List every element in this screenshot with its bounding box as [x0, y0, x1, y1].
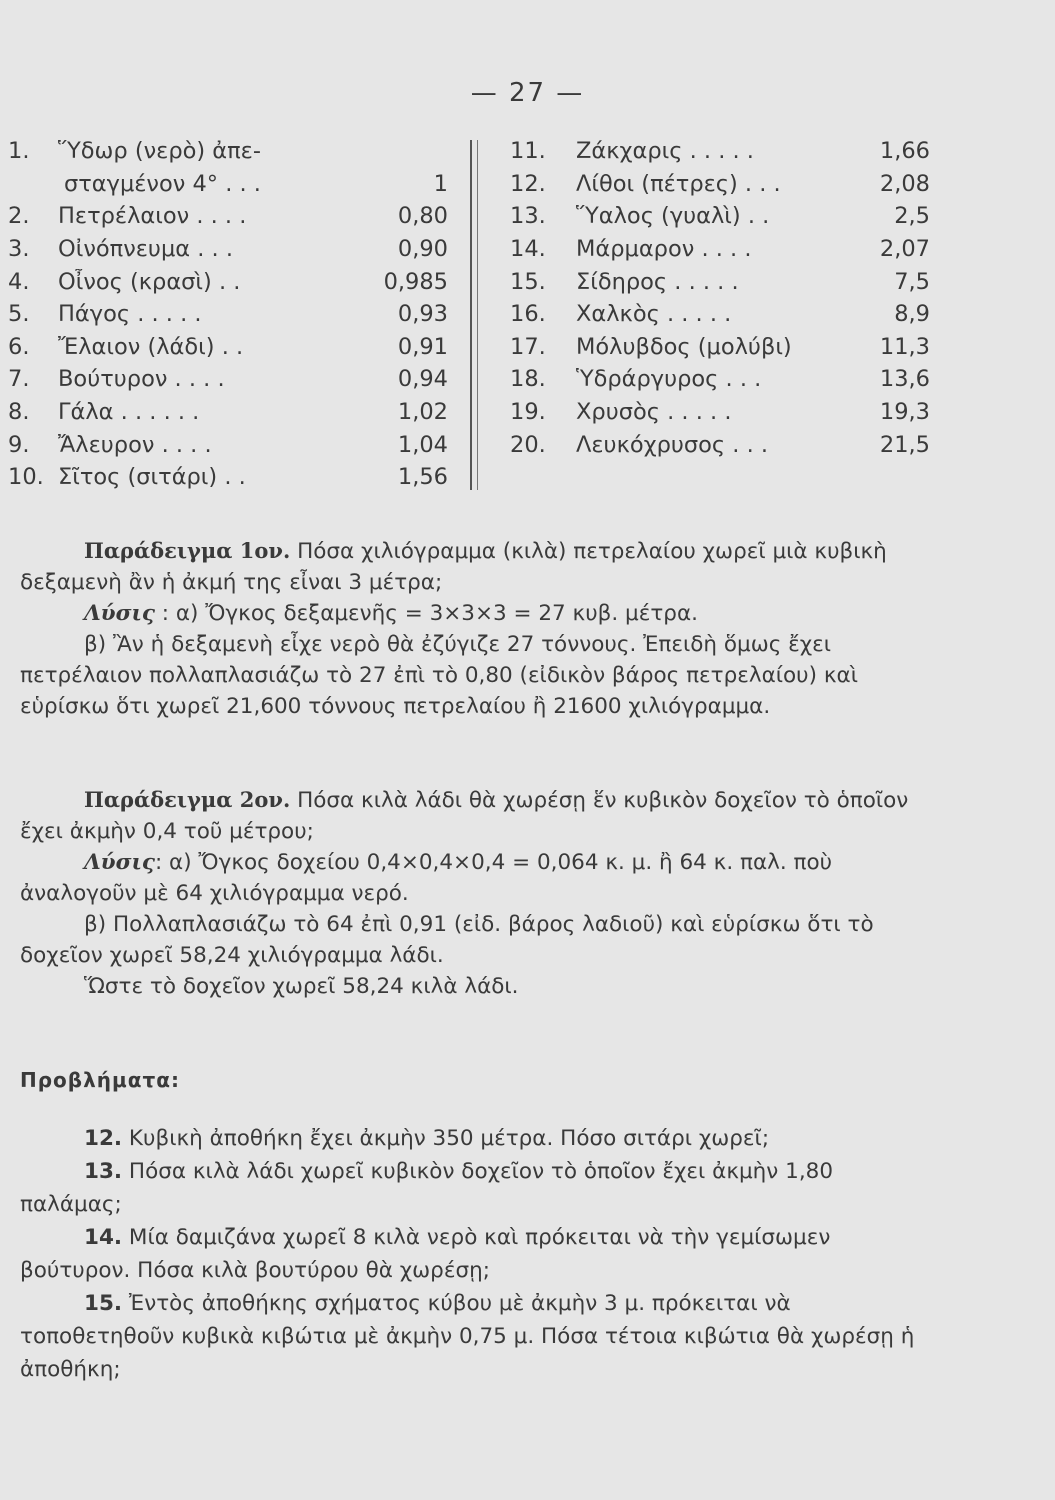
row-number: 14.	[510, 236, 546, 263]
density-value: 21,5	[879, 431, 930, 458]
substance-name: Ἔλαιον (λάδι) . .	[58, 333, 244, 360]
problem-text: Πόσα κιλὰ λάδι χωρεῖ κυβικὸν δοχεῖον τὸ ὁποῖον ἔχει ἀκμὴν 1,80 παλάμας;	[20, 1159, 834, 1217]
table-row	[8, 168, 448, 201]
example-2	[20, 784, 925, 1002]
density-value: 7,5	[894, 268, 930, 295]
table-row	[510, 298, 930, 331]
substance-name: Ὑδράργυρος . . .	[576, 366, 762, 393]
problem-number: 14.	[84, 1225, 123, 1250]
row-number: 8.	[8, 399, 30, 426]
problem-text: Κυβικὴ ἀποθήκη ἔχει ἀκμὴν 350 μέτρα. Πόσο σιτάρι χωρεῖ;	[122, 1126, 770, 1151]
density-value: 0,91	[397, 333, 448, 360]
problem-item	[20, 1155, 925, 1221]
density-value: 1,66	[879, 138, 930, 165]
row-number: 7.	[8, 366, 30, 393]
example-1-heading: Παράδειγμα 1ον.	[84, 538, 291, 563]
substance-name: Σῖτος (σιτάρι) . .	[58, 464, 246, 491]
solution-label: Λύσις	[84, 601, 155, 626]
example-2-conclusion: Ὥστε τὸ δοχεῖον χωρεῖ 58,24 κιλὰ λάδι.	[84, 974, 519, 999]
density-value: 0,80	[397, 203, 448, 230]
density-value: 0,93	[397, 301, 448, 328]
table-row	[510, 428, 930, 461]
table-row	[510, 396, 930, 429]
row-number: 2.	[8, 203, 30, 230]
substance-name: Ζάκχαρις . . . . .	[576, 138, 754, 165]
table-row	[510, 233, 930, 266]
density-value: 2,08	[879, 170, 930, 197]
table-row	[510, 331, 930, 364]
substance-name: Ἄλευρον . . . .	[58, 431, 212, 458]
problems-list	[20, 1122, 925, 1386]
substance-name: Βούτυρον . . . .	[58, 366, 225, 393]
table-row	[8, 135, 448, 168]
example-2-step-a	[20, 847, 925, 909]
problem-number: 13.	[84, 1159, 123, 1184]
substance-name: Χρυσὸς . . . . .	[576, 399, 732, 426]
row-number: 5.	[8, 301, 30, 328]
problem-text: Μία δαμιζάνα χωρεῖ 8 κιλὰ νερὸ καὶ πρόκειται νὰ τὴν γεμίσωμεν βούτυρον. Πόσα κιλὰ βουτύρου θὰ χωρέσῃ;	[20, 1225, 831, 1283]
row-number: 18.	[510, 366, 546, 393]
row-number: 3.	[8, 236, 30, 263]
example-1-step-a	[20, 598, 925, 629]
row-number: 17.	[510, 333, 546, 360]
substance-name: Πάγος . . . . .	[58, 301, 202, 328]
row-number: 1.	[8, 138, 30, 165]
density-value: 1,04	[397, 431, 448, 458]
substance-name: σταγμένον 4° . . .	[64, 170, 261, 197]
density-value: 8,9	[894, 301, 930, 328]
table-row	[8, 265, 448, 298]
row-number: 10.	[8, 464, 44, 491]
column-divider	[470, 140, 472, 490]
substance-name: Μάρμαρον . . . .	[576, 236, 752, 263]
substance-name: Ὕαλος (γυαλὶ) . .	[576, 203, 770, 230]
substance-name: Οἶνος (κρασὶ) . .	[58, 268, 241, 295]
density-value: 2,5	[894, 203, 930, 230]
problem-item	[20, 1122, 925, 1155]
substance-name: Σίδηρος . . . . .	[576, 268, 739, 295]
row-number: 6.	[8, 333, 30, 360]
problems-heading: Προβλήματα:	[20, 1068, 180, 1092]
row-number: 9.	[8, 431, 30, 458]
density-value: 0,90	[397, 236, 448, 263]
row-number: 4.	[8, 268, 30, 295]
column-divider	[477, 140, 478, 490]
density-value: 0,985	[383, 268, 448, 295]
example-1-question-text: Πόσα χιλιόγραμμα (κιλὰ) πετρελαίου χωρεῖ μιὰ κυβικὴ δεξαμενὴ ἂν ἡ ἀκμή της εἶναι 3 μέτρα;	[20, 539, 887, 595]
problem-number: 12.	[84, 1126, 123, 1151]
table-row	[510, 168, 930, 201]
row-number: 20.	[510, 431, 546, 458]
table-row	[8, 233, 448, 266]
example-2-step-b: β) Πολλαπλασιάζω τὸ 64 ἐπὶ 0,91 (εἰδ. βάρος λαδιοῦ) καὶ εὑρίσκω ὅτι τὸ δοχεῖον χωρεῖ 58,24 χιλιόγραμμα λάδι.	[20, 912, 874, 968]
example-1	[20, 535, 925, 722]
substance-name: Λευκόχρυσος . . .	[576, 431, 769, 458]
density-value: 1	[433, 170, 448, 197]
substance-name: Λίθοι (πέτρες) . . .	[576, 170, 781, 197]
table-row	[8, 200, 448, 233]
problem-item	[20, 1287, 925, 1386]
solution-label: Λύσις	[84, 850, 155, 875]
row-number: 12.	[510, 170, 546, 197]
density-value: 11,3	[879, 333, 930, 360]
substance-name: Χαλκὸς . . . . .	[576, 301, 732, 328]
problem-number: 15.	[84, 1291, 123, 1316]
table-row	[8, 396, 448, 429]
example-2-question	[20, 784, 925, 847]
substance-name: Ὕδωρ (νερὸ) ἀπε-	[58, 138, 261, 165]
density-value: 1,56	[397, 464, 448, 491]
problem-item	[20, 1221, 925, 1287]
table-row	[8, 428, 448, 461]
step-a-text: : α) Ὄγκος δεξαμενῆς = 3×3×3 = 27 κυβ. μέτρα.	[154, 601, 698, 626]
density-value: 13,6	[879, 366, 930, 393]
density-value: 1,02	[397, 399, 448, 426]
substance-name: Γάλα . . . . . .	[58, 399, 200, 426]
substance-name: Μόλυβδος (μολύβι)	[576, 333, 792, 360]
example-2-heading: Παράδειγμα 2ον.	[84, 787, 291, 812]
table-row	[8, 461, 448, 494]
problem-text: Ἐντὸς ἀποθήκης σχήματος κύβου μὲ ἀκμὴν 3 μ. πρόκειται νὰ τοποθετηθοῦν κυβικὰ κιβώτια μὲ ἀκμὴν 0,75 μ. Πόσα τέτοια κιβώτια θὰ χωρέσῃ ἡ ἀποθήκη;	[20, 1291, 915, 1382]
row-number: 15.	[510, 268, 546, 295]
density-value: 19,3	[879, 399, 930, 426]
example-1-step-b: β) Ἂν ἡ δεξαμενὴ εἶχε νερὸ θὰ ἐζύγιζε 27 τόννους. Ἐπειδὴ ὅμως ἔχει πετρέλαιον πολλαπλασιάζω τὸ 27 ἐπὶ τὸ 0,80 (εἰδικὸν βάρος πετρελαίου) καὶ εὑρίσκω ὅτι χωρεῖ 21,600 τόννους πετρελαίου ἢ 21600 χιλιόγραμμα.	[20, 632, 858, 719]
substance-name: Οἰνόπνευμα . . .	[58, 236, 234, 263]
table-row	[510, 200, 930, 233]
row-number: 16.	[510, 301, 546, 328]
example-1-question	[20, 535, 925, 598]
example-2-question-text: Πόσα κιλὰ λάδι θὰ χωρέσῃ ἕν κυβικὸν δοχεῖον τὸ ὁποῖον ἔχει ἀκμὴν 0,4 τοῦ μέτρου;	[20, 788, 909, 844]
row-number: 19.	[510, 399, 546, 426]
table-row	[8, 331, 448, 364]
density-table-left	[8, 135, 448, 494]
page-number: — 27 —	[470, 78, 585, 108]
table-row	[510, 363, 930, 396]
step-a-text: : α) Ὄγκος δοχείου 0,4×0,4×0,4 = 0,064 κ. μ. ἢ 64 κ. παλ. ποὺ ἀναλογοῦν μὲ 64 χιλιόγραμμα νερό.	[20, 850, 833, 906]
row-number: 13.	[510, 203, 546, 230]
density-value: 0,94	[397, 366, 448, 393]
row-number: 11.	[510, 138, 546, 165]
table-row	[510, 135, 930, 168]
table-row	[8, 363, 448, 396]
density-value: 2,07	[879, 236, 930, 263]
density-table-right	[510, 135, 930, 461]
substance-name: Πετρέλαιον . . . .	[58, 203, 247, 230]
table-row	[510, 265, 930, 298]
table-row	[8, 298, 448, 331]
